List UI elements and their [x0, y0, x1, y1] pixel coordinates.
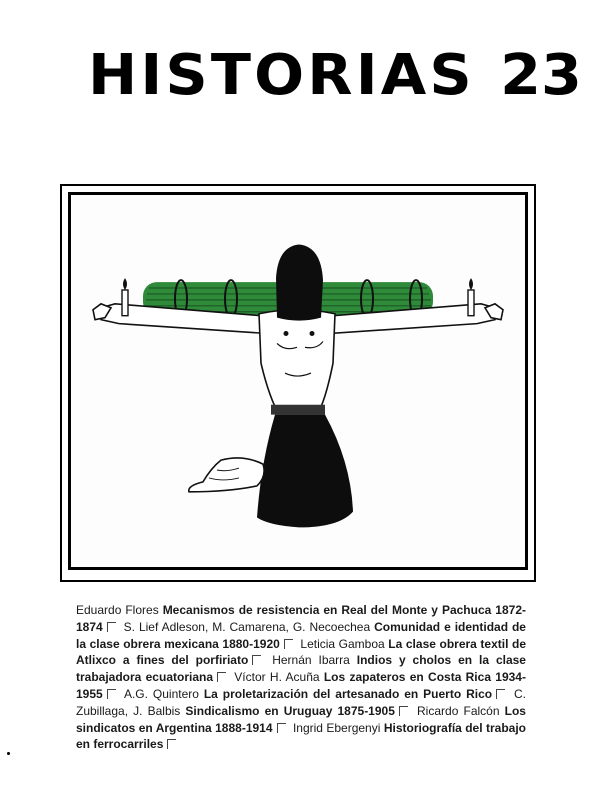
contents-author: Ricardo Falcón — [417, 703, 500, 718]
separator-mark — [107, 622, 116, 632]
kneeling-figure-with-candles-illustration — [71, 195, 525, 567]
torso — [259, 310, 335, 407]
contents-title: Indios y cholos en la clase trabajadora ecuatoriana — [76, 653, 526, 685]
issue-number: 23 — [500, 43, 582, 108]
contents-author: A.G. Quintero — [123, 686, 199, 701]
contents-title: Historiografía del trabajo en ferrocarriles — [76, 720, 526, 752]
contents-title: La proletarización del artesanado en Puerto Rico — [203, 686, 493, 701]
contents-title: Comunidad e identidad de la clase obrera mexicana 1880-1920 — [76, 619, 526, 651]
cover-illustration — [68, 192, 528, 570]
separator-mark — [167, 739, 176, 749]
head — [276, 244, 323, 320]
table-of-contents — [76, 602, 526, 753]
scan-speck — [7, 752, 10, 755]
candle-left-icon — [122, 278, 128, 316]
separator-mark — [277, 723, 286, 733]
contents-author: Leticia Gamboa — [300, 636, 385, 651]
separator-mark — [217, 672, 226, 682]
separator-mark — [252, 655, 261, 665]
contents-title: Los zapateros en Costa Rica 1934-1955 — [76, 670, 526, 701]
separator-mark — [399, 706, 408, 716]
contents-author: C. Zubillaga, J. Balbis — [76, 686, 526, 718]
candle-right-icon — [468, 278, 474, 316]
separator-mark — [107, 689, 116, 699]
separator-mark — [284, 639, 293, 649]
contents-author: Eduardo Flores — [76, 603, 159, 617]
contents-title: La clase obrera textil de Atlixco a fines del porfiriato — [76, 636, 527, 668]
magazine-masthead — [88, 43, 582, 108]
contents-title: Los sindicatos en Argentina 1888-1914 — [76, 703, 526, 735]
separator-mark — [496, 689, 505, 699]
contents-title: Sindicalismo en Uruguay 1875-1905 — [185, 703, 395, 718]
belt — [271, 405, 325, 415]
magazine-title: HISTORIAS — [88, 43, 475, 108]
contents-author: Hernán Ibarra — [272, 653, 350, 668]
dark-skirt — [257, 415, 353, 528]
feet — [189, 458, 264, 492]
cover-illustration-frame — [60, 184, 536, 582]
contents-title: Mecanismos de resistencia en Real del Monte y Pachuca 1872-1874 — [76, 603, 526, 634]
contents-author: Ingrid Ebergenyi — [292, 720, 381, 735]
contents-author: S. Lief Adleson, M. Camarena, G. Necoechea — [123, 619, 371, 634]
contents-author: Víctor H. Acuña — [234, 670, 320, 685]
